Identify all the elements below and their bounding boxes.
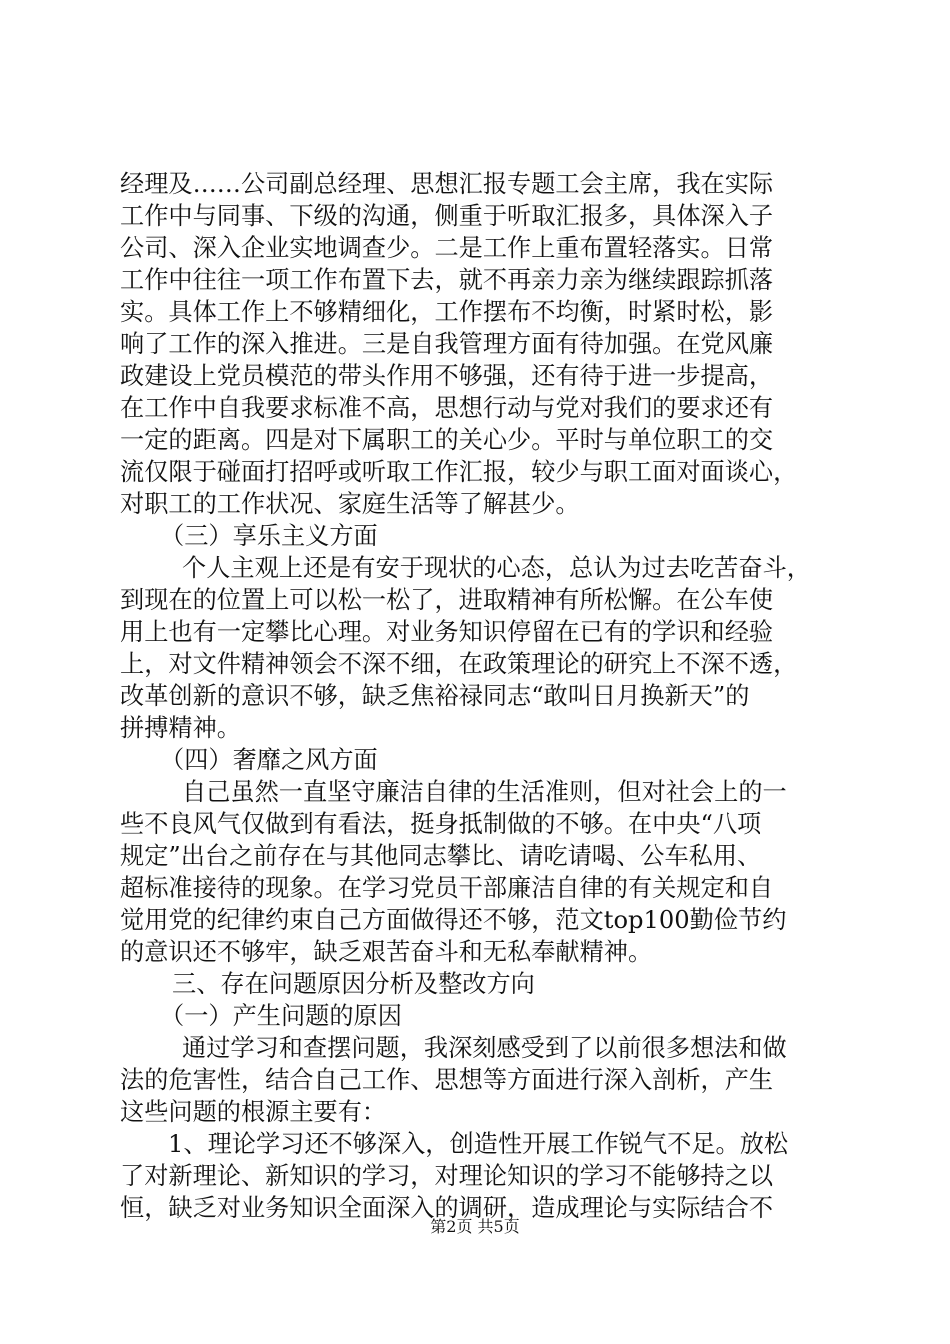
- section-heading: （一）产生问题的原因: [160, 1002, 402, 1030]
- text-line: 自己虽然一直坚守廉洁自律的生活准则，但对社会上的一: [182, 778, 787, 806]
- text-line: 规定”出台之前存在与其他同志攀比、请吃请喝、公车私用、: [120, 842, 762, 870]
- text-line: 法的危害性，结合自己工作、思想等方面进行深入剖析，产生: [120, 1066, 774, 1094]
- text-line: 这些问题的根源主要有：: [120, 1098, 387, 1126]
- text-line: 的意识还不够牢，缺乏艰苦奋斗和无私奉献精神。: [120, 938, 653, 966]
- text-line: 工作中与同事、下级的沟通，侧重于听取汇报多，具体深入子: [120, 202, 774, 230]
- page-number-footer: 第2页 共5页: [430, 1217, 520, 1236]
- text-line: 对职工的工作状况、家庭生活等了解甚少。: [120, 490, 580, 518]
- text-line: 实。具体工作上不够精细化，工作摆布不均衡，时紧时松，影: [120, 298, 774, 326]
- text-line: 到现在的位置上可以松一松了，进取精神有所松懈。在公车使: [120, 586, 774, 614]
- text-line: 拼搏精神。: [120, 714, 241, 742]
- text-line: 一定的距离。四是对下属职工的关心少。平时与单位职工的交: [120, 426, 774, 454]
- text-line: 改革创新的意识不够，缺乏焦裕禄同志“敢叫日月换新天”的: [120, 682, 750, 710]
- text-line: 响了工作的深入推进。三是自我管理方面有待加强。在党风廉: [120, 330, 774, 358]
- text-line: 觉用党的纪律约束自己方面做得还不够，范文top100勤俭节约: [120, 906, 787, 934]
- text-line: 政建设上党员模范的带头作用不够强，还有待于进一步提高，: [120, 362, 774, 390]
- section-heading: （三）享乐主义方面: [160, 522, 378, 550]
- text-line: 些不良风气仅做到有看法，挺身抵制做的不够。在中央“八项: [120, 810, 762, 838]
- text-line: 恒，缺乏对业务知识全面深入的调研，造成理论与实际结合不: [120, 1194, 774, 1222]
- section-heading: 三、存在问题原因分析及整改方向: [172, 970, 535, 998]
- text-line: 流仅限于碰面打招呼或听取工作汇报，较少与职工面对面谈心，: [120, 458, 798, 486]
- text-line: 个人主观上还是有安于现状的心态，总认为过去吃苦奋斗，: [182, 554, 811, 582]
- text-line: 用上也有一定攀比心理。对业务知识停留在已有的学识和经验: [120, 618, 774, 646]
- text-line: 工作中往往一项工作布置下去，就不再亲力亲为继续跟踪抓落: [120, 266, 774, 294]
- text-line: 超标准接待的现象。在学习党员干部廉洁自律的有关规定和自: [120, 874, 774, 902]
- document-body: [120, 168, 838, 1224]
- text-line: 在工作中自我要求标准不高，思想行动与党对我们的要求还有: [120, 394, 774, 422]
- text-line: 上，对文件精神领会不深不细，在政策理论的研究上不深不透，: [120, 650, 798, 678]
- section-heading: （四）奢靡之风方面: [160, 746, 378, 774]
- text-line: 通过学习和查摆问题，我深刻感受到了以前很多想法和做: [182, 1034, 787, 1062]
- text-line: 经理及……公司副总经理、思想汇报专题工会主席，我在实际: [120, 170, 774, 198]
- text-line: 公司、深入企业实地调查少。二是工作上重布置轻落实。日常: [120, 234, 774, 262]
- text-line: 1、理论学习还不够深入，创造性开展工作锐气不足。放松: [168, 1130, 789, 1158]
- text-line: 了对新理论、新知识的学习，对理论知识的学习不能够持之以: [120, 1162, 774, 1190]
